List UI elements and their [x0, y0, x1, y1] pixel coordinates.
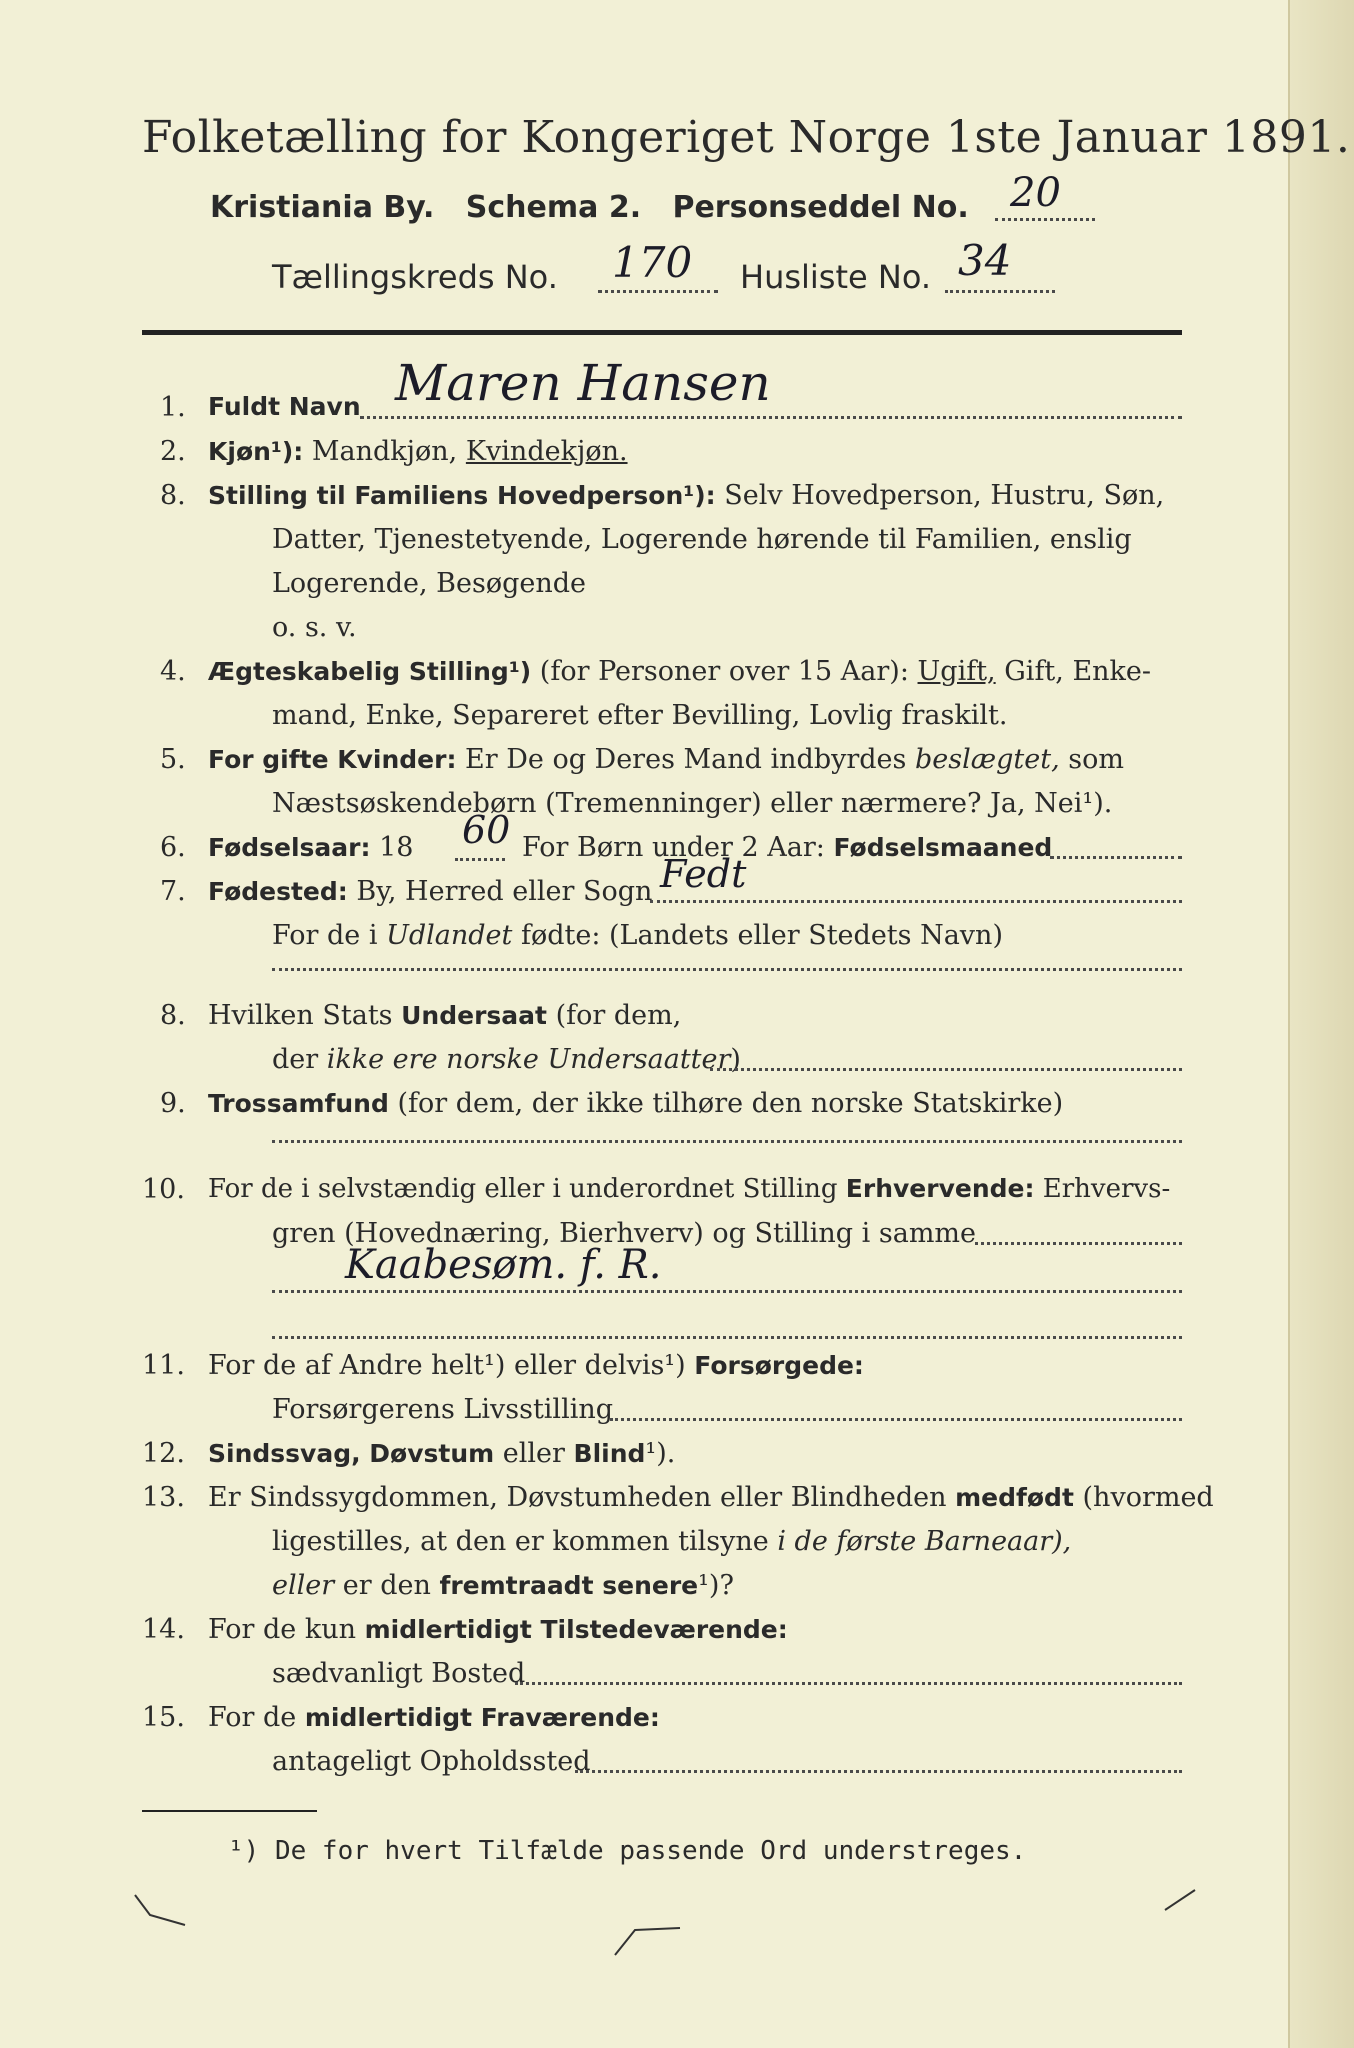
- temporary-absent-label: midlertidigt Fraværende:: [304, 1703, 660, 1732]
- citizenship-non-norwegian: ikke ere norske Undersaatter: [326, 1044, 731, 1075]
- occupation-prefix: For de i selvstændig eller i underordnet Stilling: [208, 1174, 838, 1204]
- item-number: 10.: [142, 1174, 185, 1205]
- religion-line: [208, 1088, 1063, 1119]
- congenital-suffix: (hvormed: [1082, 1482, 1214, 1513]
- occupation-value: Kaabesøm. f. R.: [345, 1242, 662, 1288]
- temporary-present-label: midlertidigt Tilstedeværende:: [364, 1615, 788, 1644]
- provider-occupation-label: Forsørgerens Livsstilling: [272, 1394, 614, 1425]
- pen-mark-icon: [130, 1890, 200, 1930]
- item-number: 4.: [160, 656, 186, 687]
- foreign-birth-prefix: For de i: [272, 920, 378, 951]
- birth-year-value: 60: [462, 808, 511, 852]
- birthplace-options: By, Herred eller Sogn: [356, 876, 653, 907]
- citizenship-qualifier: (for dem,: [555, 1000, 682, 1031]
- kreds-label: Tællingskreds No.: [272, 258, 558, 296]
- congenital-line-2: [272, 1526, 1071, 1557]
- pen-mark-icon: [610, 1920, 690, 1960]
- occupation-label: Erhvervende:: [845, 1174, 1035, 1203]
- usual-residence-label: sædvanligt Bosted: [272, 1658, 526, 1689]
- schema: Schema 2.: [465, 190, 642, 225]
- gender-female: Kvindekjøn.: [465, 436, 628, 467]
- marital-label: Ægteskabelig Stilling¹): [208, 657, 532, 686]
- footnote: ¹) De for hvert Tilfælde passende Ord understreges.: [228, 1836, 1027, 1866]
- foreign-birth-line: [272, 920, 1003, 951]
- disability-label: Sindssvag, Døvstum: [208, 1439, 495, 1468]
- infant-question: For Børn under 2 Aar:: [522, 832, 825, 863]
- married-women-line: [208, 744, 1124, 775]
- birth-year-label: Fødselsaar:: [208, 833, 371, 862]
- congenital-label: medfødt: [955, 1483, 1074, 1512]
- item-number: 8.: [160, 480, 186, 511]
- probable-residence-label: antageligt Opholdssted: [272, 1746, 591, 1777]
- citizenship-label: Undersaat: [401, 1001, 547, 1030]
- congenital-line-3: [272, 1570, 734, 1601]
- item-number: 5.: [160, 744, 186, 775]
- birth-year-prefix: 18: [379, 832, 414, 863]
- disability-footnote: ¹).: [645, 1438, 676, 1469]
- married-women-question: Er De og Deres Mand indbyrdes: [465, 744, 907, 775]
- family-position-label: Stilling til Familiens Hovedperson¹):: [208, 481, 716, 510]
- birth-month-label: Fødselsmaaned: [833, 833, 1053, 862]
- congenital-question-3: er den: [342, 1570, 431, 1601]
- birth-month-line: [522, 832, 1052, 863]
- married-women-label: For gifte Kvinder:: [208, 745, 457, 774]
- congenital-eller: eller: [272, 1570, 335, 1601]
- item-number: 15.: [142, 1702, 185, 1733]
- temporary-absent-line: [208, 1702, 660, 1733]
- citizenship-line-2: der ikke ere norske Undersaatter): [272, 1044, 741, 1075]
- citizenship-line: [208, 1000, 681, 1031]
- gender-line: [208, 436, 628, 467]
- temporary-present-prefix: For de kun: [208, 1614, 356, 1645]
- item-number: 9.: [160, 1088, 186, 1119]
- full-name-label: Fuldt Navn: [208, 392, 361, 421]
- religion-qualifier: (for dem, der ikke tilhøre den norske Statskirke): [397, 1088, 1064, 1119]
- city-line: [210, 190, 969, 225]
- birth-year-line: [208, 832, 413, 863]
- marital-options-2: mand, Enke, Separeret efter Bevilling, Lovlig fraskilt.: [272, 700, 1008, 731]
- religion-label: Trossamfund: [208, 1089, 389, 1118]
- personseddel-label: Personseddel No.: [672, 190, 969, 225]
- citizenship-prefix: Hvilken Stats: [208, 1000, 393, 1031]
- item-number: 12.: [142, 1438, 185, 1469]
- item-number: 2.: [160, 436, 186, 467]
- gender-male: Mandkjøn,: [311, 436, 458, 467]
- city: Kristiania By.: [210, 190, 435, 225]
- foreign-birth-abroad: Udlandet: [386, 920, 513, 951]
- congenital-line: [208, 1482, 1214, 1513]
- disability-eller: eller: [502, 1438, 565, 1469]
- form-title: Folketælling for Kongeriget Norge 1ste Januar 1891.: [142, 112, 1351, 163]
- header-rule: [142, 330, 1182, 335]
- birthplace-value: Fedt: [660, 852, 747, 896]
- family-position-options-2: Datter, Tjenestetyende, Logerende hørende til Familien, enslig: [272, 524, 1132, 555]
- temporary-absent-prefix: For de: [208, 1702, 297, 1733]
- item-number: 1.: [160, 392, 186, 423]
- dependent-line: [208, 1350, 864, 1381]
- birthplace-line: [208, 876, 652, 907]
- item-number: 8.: [160, 1000, 186, 1031]
- foreign-birth-question: fødte: (Landets eller Stedets Navn): [520, 920, 1003, 951]
- occupation-line-2: gren (Hovednæring, Bierhverv) og Stilling i samme: [272, 1218, 977, 1249]
- pen-mark-icon: [1160, 1885, 1200, 1915]
- kreds-value: 170: [612, 238, 693, 287]
- disability-blind: Blind: [573, 1439, 646, 1468]
- gender-label: Kjøn¹):: [208, 437, 304, 466]
- husliste-value: 34: [958, 236, 1012, 285]
- husliste-label: Husliste No.: [740, 258, 931, 296]
- congenital-question-2: ligestilles, at den er kommen tilsyne: [272, 1526, 769, 1557]
- page-edge: [1288, 0, 1354, 2048]
- occupation-line: [208, 1174, 1170, 1204]
- citizenship-der: der: [272, 1044, 319, 1075]
- married-women-som: som: [1068, 744, 1124, 775]
- congenital-childhood: i de første Barneaar),: [777, 1526, 1072, 1557]
- marital-line: [208, 656, 1151, 687]
- married-women-related: beslægtet,: [914, 744, 1060, 775]
- birthplace-label: Fødested:: [208, 877, 348, 906]
- item-number: 11.: [142, 1350, 185, 1381]
- marital-qualifier: (for Personer over 15 Aar):: [539, 656, 909, 687]
- personseddel-value: 20: [1010, 170, 1061, 216]
- disability-line: [208, 1438, 675, 1469]
- congenital-footnote: ¹)?: [698, 1570, 734, 1601]
- married-women-question-2: Næstsøskendebørn (Tremenninger) eller nærmere? Ja, Nei¹).: [272, 788, 1113, 819]
- family-position-options-4: o. s. v.: [272, 612, 357, 643]
- temporary-present-line: [208, 1614, 788, 1645]
- occupation-suffix: Erhvervs-: [1042, 1174, 1171, 1204]
- congenital-later-label: fremtraadt senere: [439, 1571, 699, 1600]
- marital-unmarried: Ugift,: [917, 656, 996, 687]
- footnote-rule: [142, 1810, 317, 1812]
- marital-options: Gift, Enke-: [1004, 656, 1152, 687]
- dependent-label: Forsørgede:: [694, 1351, 864, 1380]
- dependent-question: For de af Andre helt¹) eller delvis¹): [208, 1350, 686, 1381]
- full-name-value: Maren Hansen: [395, 354, 771, 412]
- item-number: 6.: [160, 832, 186, 863]
- family-position-options-3: Logerende, Besøgende: [272, 568, 586, 599]
- item-number: 14.: [142, 1614, 185, 1645]
- item-number: 7.: [160, 876, 186, 907]
- family-position-line: [208, 480, 1164, 511]
- item-number: 13.: [142, 1482, 185, 1513]
- congenital-question: Er Sindssygdommen, Døvstumheden eller Blindheden: [208, 1482, 947, 1513]
- family-position-options: Selv Hovedperson, Hustru, Søn,: [724, 480, 1165, 511]
- kreds-line: [272, 258, 558, 296]
